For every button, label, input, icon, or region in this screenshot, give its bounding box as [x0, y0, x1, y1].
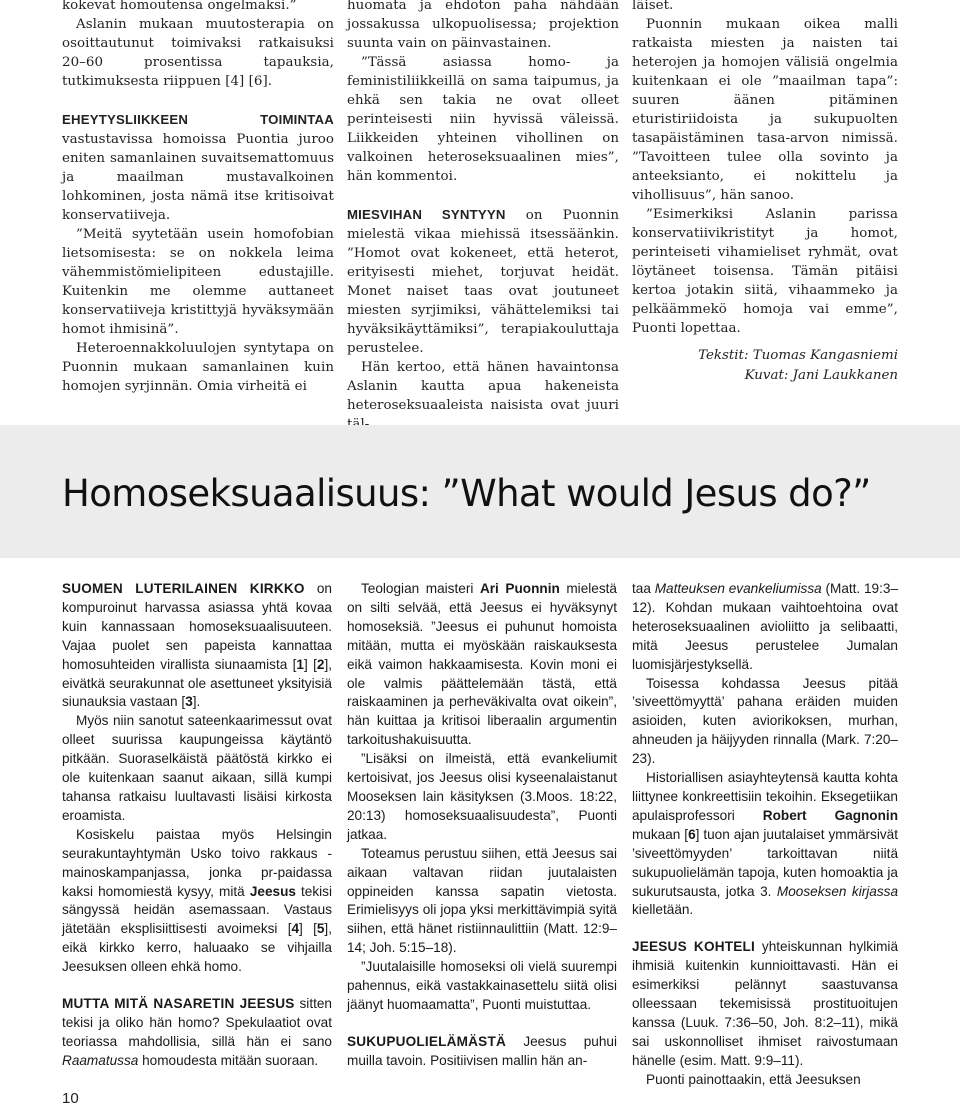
- paragraph: Heteroennakkoluulojen syntytapa on Puonnin mukaan samanlainen kuin homojen syrjinnän. Omia virheitä ei: [62, 341, 334, 394]
- paragraph: MIESVIHAN SYNTYYN on Puonnin mielestä vikaa miehissä itsessäänkin. ”Homot ovat kokeneet, että heterot, erityisesti miehet, torjuvat heidät. Monet naiset taas ovat joutuneet miesten syrjimiksi, vähättelemiksi tai hyväksikäyttämiksi”, terapiakouluttaja perustelee.: [347, 207, 619, 356]
- paragraph: SUKUPUOLIELÄMÄSTÄ Jeesus puhui muilla tavoin. Positiivisen mallin hän an-: [347, 1033, 617, 1068]
- bottom-column-1: [62, 580, 332, 1071]
- section-heading: MIESVIHAN SYNTYYN: [347, 207, 506, 222]
- paragraph: Aslanin mukaan muutosterapia on osoittautunut toimivaksi ratkaisuksi 20–60 prosentissa tapauksia, tutkimuksesta riippuen [4] [6].: [62, 17, 334, 89]
- paragraph: huomata ja ehdoton paha nähdään jossakussa ulkopuolisessa; projektion suunta vain on päinvastainen.: [347, 0, 619, 51]
- paragraph: Toisessa kohdassa Jeesus pitää ’siveettömyyttä’ pahana eräiden muiden asioiden, kuten aviorikoksen, murhan, ahneuden ja häijyyden rinnalla (Mark. 7:20–23).: [632, 675, 898, 767]
- top-column-2: [347, 0, 619, 434]
- article-credits: [640, 346, 898, 386]
- bottom-column-2: [347, 580, 617, 1071]
- article-headline: Homoseksuaalisuus: ”What would Jesus do?”: [62, 472, 871, 515]
- bottom-column-3: [632, 580, 898, 1090]
- section-heading: EHEYTYSLIIKKEEN TOIMINTAA: [62, 112, 334, 127]
- quote-paragraph: ”Esimerkiksi Aslanin parissa konservatiivikristityt ja homot, perinteiseti vihamieliset ryhmät, ovat löytäneet toisensa. Tämän pitäisi kertoa jotakin siitä, vihaammeko ja pelkäämmekö homoja vai emme”, Puonti lopettaa.: [632, 207, 898, 336]
- photo-credit: Kuvat: Jani Laukkanen: [744, 368, 898, 383]
- text-credit: Tekstit: Tuomas Kangasniemi: [698, 348, 898, 363]
- quote-paragraph: ”Lisäksi on ilmeistä, että evankeliumit kertoisivat, jos Jeesus olisi kyseenalaistanut Mooseksen lain käsityksen (3.Moos. 18:22, 20:13) homoseksuaalisuudesta”, Puonti jatkaa.: [347, 751, 617, 842]
- section-heading: JEESUS KOHTELI: [632, 939, 755, 955]
- top-column-3: [632, 0, 898, 338]
- paragraph: SUOMEN LUTERILAINEN KIRKKO on kompuroinut harvassa asiassa yhtä kovaa kuin kannassaan homoseksuaalisuuteen. Vajaa puolet sen papeista kannattaa homosuhteiden virallista siunaamista [1] [2], eivätkä seurakunnat ole asettuneet yksityisiä siunauksia vastaan [3].: [62, 581, 332, 710]
- quote-paragraph: ”Meitä syytetään usein homofobian lietsomisesta: se on nokkela leima vähemmistömielipiteen edustajille. Kuitenkin me olemme auttaneet konservatiiveja kristittyjä hyväksymään homot ihmisinä”.: [62, 227, 334, 337]
- paragraph: Historiallisen asiayhteytensä kautta kohta liittynee konkreettisiin tekoihin. Eksegetiikan apulaisprofessori Robert Gagnonin mukaan [6] tuon ajan juutalaiset ymmärsivät ’siveettömyyden’ tarkoittavan niitä sukupuolielämän tapoja, kuten homoaktia ja sukurutsausta, jotka 3. Mooseksen kirjassa kielletään.: [632, 770, 898, 918]
- section-heading: SUOMEN LUTERILAINEN KIRKKO: [62, 581, 305, 596]
- section-heading: SUKUPUOLIELÄMÄSTÄ: [347, 1033, 506, 1049]
- quote-paragraph: ”Tässä asiassa homo- ja feministiliikkeillä on sama taipumus, ja ehkä sen takia ne ovat olleet perinteisesti niin hyvissä väleissä. Liikkeiden yhteinen vihollinen on valkoinen heteroseksuaalinen mies”, hän kommentoi.: [347, 55, 619, 184]
- paragraph: JEESUS KOHTELI yhteiskunnan hylkimiä ihmisiä kuitenkin kunnioittavasti. Hän ei esimerkiksi pelännyt saastuvansa olleessaan tekemisissä prostituoitujen kanssa (Luuk. 7:36–50, Joh. 8:2–11), mikä sai uskonnolliset ihmiset raivostumaan hänelle (esim. Matt. 9:9–11).: [632, 939, 899, 1068]
- paragraph: taa Matteuksen evankeliumissa (Matt. 19:3–12). Kohdan mukaan vaihtoehtoina ovat heteroseksuaalinen avioliitto ja selibaatti, mitä Jeesus perustelee Jumalan luomisjärjestyksellä.: [632, 581, 899, 672]
- paragraph: Puonnin mukaan oikea malli ratkaista miesten ja naisten tai heterojen ja homojen välisiä ongelmia kuitenkaan ei ole ”maailman tapa”: suuren äänen pitäminen eturistiriidoista ja sukupuolten tasapäistäminen tasa-arvon nimissä. ”Tavoitteen tulee olla sovinto ja anteeksianto, ei nokittelu ja vihollisuus”, hän sanoo.: [632, 17, 898, 203]
- paragraph: Myös niin sanotut sateenkaarimessut ovat olleet suurissa kaupungeissa käytäntö pitkään. Suoraselkäistä päätöstä kirkko ei ole kuitenkaan saanut aikaan, sillä kumpi tahansa ratkaisu luultavasti lisäisi kirkosta eroamista.: [62, 713, 332, 823]
- paragraph: Toteamus perustuu siihen, että Jeesus sai aikaan valtavan riidan juutalaisten oppineiden kanssa sapatin vietosta. Erimielisyys oli jopa yksi merkittävimpiä syitä siihen, että hänet ristiinnaulittiin (Matt. 12:9–14; Joh. 5:15–18).: [347, 845, 617, 956]
- paragraph: MUTTA MITÄ NASARETIN JEESUS sitten tekisi ja oliko hän homo? Spekulaatiot ovat teoriassa mahdollisia, sillä hän ei sano Raamatussa homoudesta mitään suoraan.: [62, 996, 332, 1068]
- paragraph: EHEYTYSLIIKKEEN TOIMINTAA vastustavissa homoissa Puontia juroo eniten samanlainen suvaitsemattomuus ja maailman mustavalkoinen lohkominen, josta nämä itse kritisoivat konservatiiveja.: [62, 112, 334, 223]
- paragraph: Puonti painottaakin, että Jeesuksen: [646, 1071, 861, 1087]
- paragraph: kokevat homoutensa ongelmaksi.”: [62, 0, 297, 13]
- paragraph: läiset.: [632, 0, 674, 13]
- paragraph: Teologian maisteri Ari Puonnin mielestä on silti selvää, että Jeesus ei hyväksynyt homoseksiä. ”Jeesus ei puhunut homoista mitään, mutta ei myöskään raiskauksesta eikä vaimon hakkaamisesta. Kovin moni ei ole valmis päättelemään tästä, että raiskaaminen ja perheväkivalta ovat oikein”, hän kuittaa ja kritisoi liberaalin argumentin tarkoitushakuisuutta.: [347, 581, 617, 748]
- quote-paragraph: ”Juutalaisille homoseksi oli vielä suurempi pahennus, eikä vastakkainasettelu siitä olisi jäänyt huomaamatta”, Puonti muistuttaa.: [347, 959, 617, 1012]
- paragraph: Hän kertoo, että hänen havaintonsa Aslanin kautta apua hakeneista heteroseksuaaleista naisista ovat juuri: [347, 360, 619, 413]
- top-column-1: [62, 0, 334, 396]
- paragraph: Kosiskelu paistaa myös Helsingin seurakuntayhtymän Usko toivo rakkaus -mainoskampanjassa, jonka pr-paidassa kaksi homomiestä kysyy, mitä Jeesus tekisi sängyssä heidän asemassaan. Vastaus jätetään eksplisiittisesti avoimeksi [4] [5], eikä kirkko kerro, haluaako se vihjailla Jeesuksen olleen ehkä homo.: [62, 826, 333, 975]
- section-heading: MUTTA MITÄ NASARETIN JEESUS: [62, 996, 295, 1012]
- page-number: 10: [62, 1090, 79, 1107]
